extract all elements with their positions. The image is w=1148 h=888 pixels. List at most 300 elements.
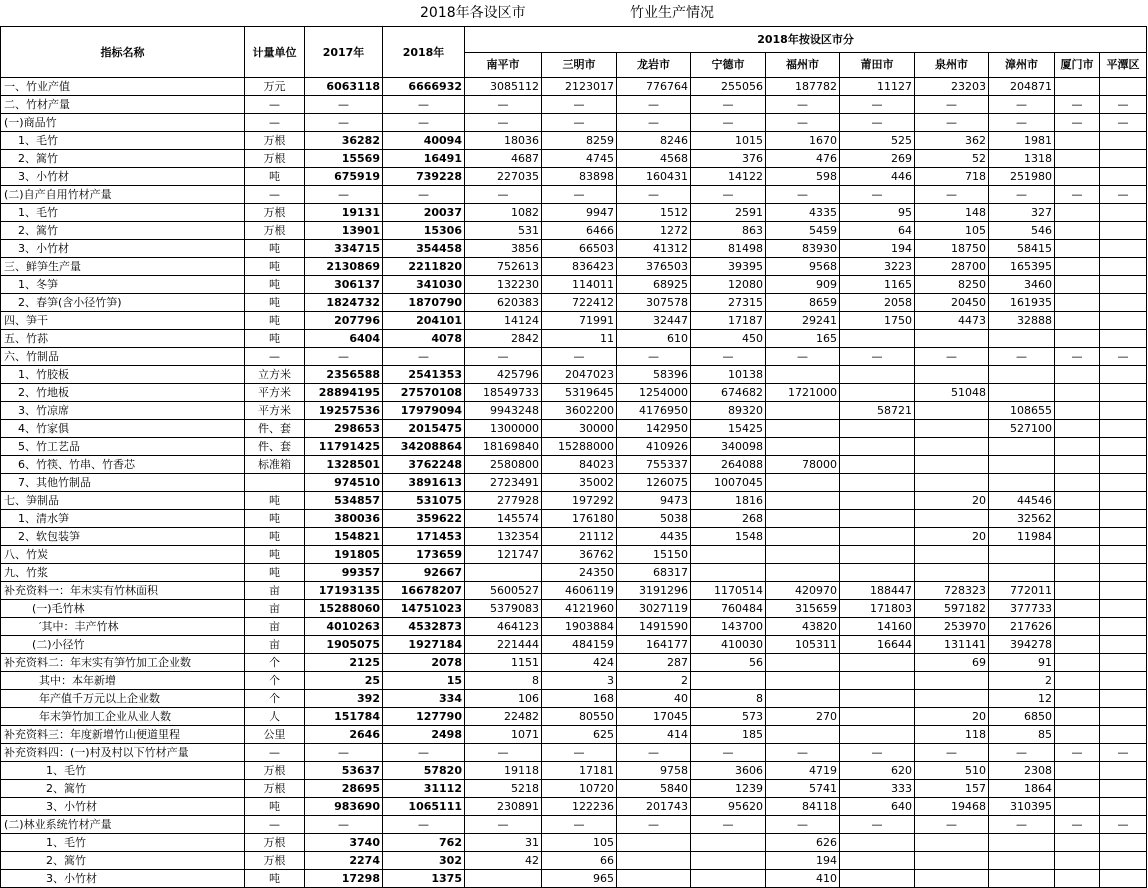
table-row: [1, 762, 1147, 780]
city-value: 68317: [617, 564, 691, 582]
city-value: [766, 528, 840, 546]
city-value: 1170514: [691, 582, 766, 600]
value-2017: 28894195: [305, 384, 383, 402]
city-value: 4435: [617, 528, 691, 546]
city-value: —: [542, 348, 617, 366]
value-2017: —: [305, 114, 383, 132]
row-name: (二)自产自用竹材产量: [1, 186, 245, 204]
city-value: 69: [915, 654, 989, 672]
city-value: 160431: [617, 168, 691, 186]
city-value: 20450: [915, 294, 989, 312]
city-value: [1100, 366, 1147, 384]
city-value: [1100, 312, 1147, 330]
value-2017: 380036: [305, 510, 383, 528]
table-row: [1, 330, 1147, 348]
row-name: 补充资料三：年度新增竹山便道里程: [1, 726, 245, 744]
city-value: [1055, 600, 1100, 618]
value-2017: 19257536: [305, 402, 383, 420]
city-value: 108655: [989, 402, 1055, 420]
city-value: —: [989, 96, 1055, 114]
city-value: 2308: [989, 762, 1055, 780]
row-name: 7、其他竹制品: [1, 474, 245, 492]
table-row: [1, 546, 1147, 564]
city-value: 143700: [691, 618, 766, 636]
table-row: [1, 402, 1147, 420]
city-value: [691, 546, 766, 564]
row-unit: 标准箱: [245, 456, 305, 474]
city-value: [1100, 852, 1147, 870]
row-name: 1、清水笋: [1, 510, 245, 528]
city-value: 394278: [989, 636, 1055, 654]
city-value: [1100, 690, 1147, 708]
row-name: 2、春笋(含小径竹笋): [1, 294, 245, 312]
value-2018: 1870790: [383, 294, 465, 312]
value-2018: 2498: [383, 726, 465, 744]
city-value: 1151: [465, 654, 542, 672]
city-value: —: [691, 114, 766, 132]
city-value: 43820: [766, 618, 840, 636]
city-value: 105: [915, 222, 989, 240]
table-row: [1, 384, 1147, 402]
city-value: —: [465, 816, 542, 834]
city-value: [989, 384, 1055, 402]
city-value: —: [617, 96, 691, 114]
row-unit: —: [245, 96, 305, 114]
city-value: [1100, 330, 1147, 348]
city-value: 157: [915, 780, 989, 798]
row-name: 二、竹材产量: [1, 96, 245, 114]
city-value: [1055, 420, 1100, 438]
city-value: [766, 492, 840, 510]
row-name: 三、鲜笋生产量: [1, 258, 245, 276]
city-value: 2842: [465, 330, 542, 348]
city-value: —: [840, 744, 915, 762]
city-value: 52: [915, 150, 989, 168]
value-2018: —: [383, 348, 465, 366]
city-value: [915, 330, 989, 348]
city-value: —: [915, 186, 989, 204]
city-value: [840, 438, 915, 456]
city-value: —: [840, 816, 915, 834]
value-2017: 17193135: [305, 582, 383, 600]
value-2018: 92667: [383, 564, 465, 582]
city-value: [989, 438, 1055, 456]
row-unit: 件、套: [245, 420, 305, 438]
city-value: [989, 870, 1055, 888]
city-value: —: [915, 348, 989, 366]
city-value: 148: [915, 204, 989, 222]
row-unit: 万根: [245, 852, 305, 870]
city-value: [691, 564, 766, 582]
value-2017: 25: [305, 672, 383, 690]
row-unit: 人: [245, 708, 305, 726]
city-value: 188447: [840, 582, 915, 600]
table-row: [1, 798, 1147, 816]
value-2018: 173659: [383, 546, 465, 564]
city-value: 1082: [465, 204, 542, 222]
header-city-group: 2018年按设区市分: [465, 27, 1147, 53]
city-value: 23203: [915, 78, 989, 96]
city-value: [1100, 582, 1147, 600]
table-row: [1, 132, 1147, 150]
city-value: 464123: [465, 618, 542, 636]
city-value: [1100, 546, 1147, 564]
row-name: 八、竹炭: [1, 546, 245, 564]
table-row: [1, 204, 1147, 222]
value-2017: 334715: [305, 240, 383, 258]
city-value: [1100, 384, 1147, 402]
city-value: 176180: [542, 510, 617, 528]
city-value: 114011: [542, 276, 617, 294]
city-value: 3027119: [617, 600, 691, 618]
city-value: 8250: [915, 276, 989, 294]
value-2018: —: [383, 114, 465, 132]
city-value: 1721000: [766, 384, 840, 402]
value-2017: 675919: [305, 168, 383, 186]
value-2017: 974510: [305, 474, 383, 492]
table-row: [1, 690, 1147, 708]
value-2017: 13901: [305, 222, 383, 240]
row-unit: 吨: [245, 276, 305, 294]
city-value: [1100, 798, 1147, 816]
city-value: 1071: [465, 726, 542, 744]
city-value: [1100, 78, 1147, 96]
city-value: [915, 564, 989, 582]
city-value: 84118: [766, 798, 840, 816]
table-row: [1, 420, 1147, 438]
city-value: 836423: [542, 258, 617, 276]
city-value: 251980: [989, 168, 1055, 186]
city-value: 95620: [691, 798, 766, 816]
value-2018: —: [383, 744, 465, 762]
city-value: 11984: [989, 528, 1055, 546]
city-value: 4568: [617, 150, 691, 168]
table-row: [1, 528, 1147, 546]
row-unit: 吨: [245, 510, 305, 528]
city-value: —: [465, 186, 542, 204]
header-city: 泉州市: [915, 53, 989, 78]
city-value: 66: [542, 852, 617, 870]
city-value: 527100: [989, 420, 1055, 438]
city-value: 376: [691, 150, 766, 168]
header-city: 平潭区: [1100, 53, 1147, 78]
value-2018: 359622: [383, 510, 465, 528]
city-value: [1100, 528, 1147, 546]
row-unit: 公里: [245, 726, 305, 744]
city-value: 21112: [542, 528, 617, 546]
city-value: 626: [766, 834, 840, 852]
city-value: 18169840: [465, 438, 542, 456]
city-value: [915, 474, 989, 492]
value-2017: —: [305, 186, 383, 204]
city-value: [840, 654, 915, 672]
row-unit: 个: [245, 690, 305, 708]
city-value: —: [915, 816, 989, 834]
city-value: [617, 870, 691, 888]
city-value: [465, 870, 542, 888]
table-row: [1, 186, 1147, 204]
city-value: —: [766, 186, 840, 204]
table-row: [1, 492, 1147, 510]
value-2018: —: [383, 186, 465, 204]
city-value: 1670: [766, 132, 840, 150]
city-value: [766, 564, 840, 582]
city-value: 164177: [617, 636, 691, 654]
city-value: [1100, 150, 1147, 168]
city-value: [1055, 384, 1100, 402]
value-2017: 2274: [305, 852, 383, 870]
city-value: —: [840, 96, 915, 114]
city-value: [1055, 852, 1100, 870]
city-value: [766, 654, 840, 672]
city-value: 1548: [691, 528, 766, 546]
city-value: —: [465, 96, 542, 114]
city-value: [840, 672, 915, 690]
city-value: [1055, 204, 1100, 222]
row-name: 2、篙竹: [1, 150, 245, 168]
city-value: —: [542, 96, 617, 114]
city-value: 410030: [691, 636, 766, 654]
city-value: [840, 474, 915, 492]
city-value: [1100, 294, 1147, 312]
city-value: 9943248: [465, 402, 542, 420]
row-name: 一、竹业产值: [1, 78, 245, 96]
city-value: 168: [542, 690, 617, 708]
row-unit: 万根: [245, 132, 305, 150]
row-name: (二)小径竹: [1, 636, 245, 654]
value-2017: 2646: [305, 726, 383, 744]
city-value: 476: [766, 150, 840, 168]
city-value: [915, 870, 989, 888]
row-name: 5、竹工艺品: [1, 438, 245, 456]
city-value: 450: [691, 330, 766, 348]
city-value: [1055, 528, 1100, 546]
header-city: 厦门市: [1055, 53, 1100, 78]
city-value: 4719: [766, 762, 840, 780]
row-name: 补充资料二：年末实有笋竹加工企业数: [1, 654, 245, 672]
city-value: [915, 834, 989, 852]
value-2018: 531075: [383, 492, 465, 510]
city-value: 8259: [542, 132, 617, 150]
row-unit: 吨: [245, 330, 305, 348]
header-city: 漳州市: [989, 53, 1055, 78]
value-2017: 2125: [305, 654, 383, 672]
table-row: [1, 276, 1147, 294]
value-2017: 17298: [305, 870, 383, 888]
table-row: [1, 114, 1147, 132]
city-value: 10720: [542, 780, 617, 798]
city-value: —: [1055, 816, 1100, 834]
city-value: 58415: [989, 240, 1055, 258]
city-value: 1318: [989, 150, 1055, 168]
table-row: [1, 816, 1147, 834]
row-name: 3、竹凉席: [1, 402, 245, 420]
table-row: [1, 564, 1147, 582]
table-row: [1, 852, 1147, 870]
city-value: [1055, 312, 1100, 330]
city-value: [840, 492, 915, 510]
city-value: —: [989, 816, 1055, 834]
city-value: 20: [915, 528, 989, 546]
city-value: 2047023: [542, 366, 617, 384]
row-name: 3、小竹材: [1, 798, 245, 816]
city-value: 264088: [691, 456, 766, 474]
city-value: 573: [691, 708, 766, 726]
city-value: 14124: [465, 312, 542, 330]
city-value: —: [691, 186, 766, 204]
value-2017: 392: [305, 690, 383, 708]
city-value: [840, 834, 915, 852]
city-value: [1055, 654, 1100, 672]
row-name: 2、篙竹: [1, 852, 245, 870]
city-value: [766, 474, 840, 492]
row-unit: 万根: [245, 204, 305, 222]
row-name: 六、竹制品: [1, 348, 245, 366]
city-value: [691, 834, 766, 852]
table-row: [1, 510, 1147, 528]
city-value: —: [840, 114, 915, 132]
city-value: 118: [915, 726, 989, 744]
header-city: 三明市: [542, 53, 617, 78]
table-row: [1, 456, 1147, 474]
value-2017: 1905075: [305, 636, 383, 654]
city-value: [1055, 708, 1100, 726]
city-value: —: [989, 114, 1055, 132]
row-name: 1、毛竹: [1, 204, 245, 222]
row-name: 2、竹地板: [1, 384, 245, 402]
city-value: [1055, 438, 1100, 456]
row-name: 四、笋干: [1, 312, 245, 330]
value-2017: 19131: [305, 204, 383, 222]
row-unit: 亩: [245, 636, 305, 654]
row-name: 6、竹筷、竹串、竹香芯: [1, 456, 245, 474]
city-value: [915, 456, 989, 474]
city-value: [1100, 600, 1147, 618]
row-unit: —: [245, 744, 305, 762]
city-value: —: [1100, 744, 1147, 762]
row-unit: [245, 474, 305, 492]
city-value: 194: [840, 240, 915, 258]
city-value: [766, 546, 840, 564]
value-2017: 2356588: [305, 366, 383, 384]
city-value: —: [1100, 96, 1147, 114]
city-value: 414: [617, 726, 691, 744]
table-body: [1, 78, 1147, 888]
city-value: 105: [542, 834, 617, 852]
city-value: [1100, 240, 1147, 258]
city-value: [691, 870, 766, 888]
city-value: 1239: [691, 780, 766, 798]
city-value: [989, 474, 1055, 492]
table-header: [1, 27, 1147, 78]
value-2018: 739228: [383, 168, 465, 186]
table-row: [1, 348, 1147, 366]
value-2018: 15: [383, 672, 465, 690]
value-2018: 20037: [383, 204, 465, 222]
city-value: —: [1055, 186, 1100, 204]
city-value: 755337: [617, 456, 691, 474]
city-value: 333: [840, 780, 915, 798]
city-value: [1055, 78, 1100, 96]
value-2018: 354458: [383, 240, 465, 258]
city-value: 965: [542, 870, 617, 888]
city-value: 29241: [766, 312, 840, 330]
city-value: 28700: [915, 258, 989, 276]
city-value: 620: [840, 762, 915, 780]
city-value: 484159: [542, 636, 617, 654]
city-value: 132354: [465, 528, 542, 546]
value-2017: 151784: [305, 708, 383, 726]
city-value: 19468: [915, 798, 989, 816]
city-value: 9568: [766, 258, 840, 276]
city-value: [1100, 726, 1147, 744]
city-value: 20: [915, 492, 989, 510]
city-value: [1100, 222, 1147, 240]
value-2018: 17979094: [383, 402, 465, 420]
header-city: 宁德市: [691, 53, 766, 78]
city-value: 19118: [465, 762, 542, 780]
table-row: [1, 744, 1147, 762]
row-unit: 吨: [245, 168, 305, 186]
city-value: —: [465, 114, 542, 132]
row-unit: 吨: [245, 564, 305, 582]
city-value: —: [542, 186, 617, 204]
city-value: 5218: [465, 780, 542, 798]
row-name: 2、篙竹: [1, 780, 245, 798]
city-value: [915, 420, 989, 438]
city-value: [989, 564, 1055, 582]
city-value: 510: [915, 762, 989, 780]
city-value: [915, 366, 989, 384]
city-value: 598: [766, 168, 840, 186]
city-value: [1055, 150, 1100, 168]
city-value: 42: [465, 852, 542, 870]
city-value: 171803: [840, 600, 915, 618]
city-value: 84023: [542, 456, 617, 474]
city-value: 24350: [542, 564, 617, 582]
city-value: 8: [691, 690, 766, 708]
city-value: [1055, 618, 1100, 636]
header-city: 南平市: [465, 53, 542, 78]
city-value: [1055, 870, 1100, 888]
city-value: 307578: [617, 294, 691, 312]
city-value: 32562: [989, 510, 1055, 528]
city-value: —: [1100, 816, 1147, 834]
header-indicator: 指标名称: [1, 27, 245, 78]
city-value: [840, 384, 915, 402]
value-2017: —: [305, 816, 383, 834]
table-row: [1, 222, 1147, 240]
city-value: 2580800: [465, 456, 542, 474]
value-2017: 11791425: [305, 438, 383, 456]
table-row: [1, 240, 1147, 258]
value-2018: 27570108: [383, 384, 465, 402]
value-2017: 3740: [305, 834, 383, 852]
city-value: 268: [691, 510, 766, 528]
value-2017: 36282: [305, 132, 383, 150]
city-value: 66503: [542, 240, 617, 258]
city-value: —: [989, 348, 1055, 366]
row-name: 1、竹胶板: [1, 366, 245, 384]
city-value: [989, 330, 1055, 348]
city-value: [1055, 222, 1100, 240]
city-value: —: [617, 816, 691, 834]
value-2018: 14751023: [383, 600, 465, 618]
city-value: 760484: [691, 600, 766, 618]
city-value: 410926: [617, 438, 691, 456]
city-value: 122236: [542, 798, 617, 816]
table-row: [1, 366, 1147, 384]
